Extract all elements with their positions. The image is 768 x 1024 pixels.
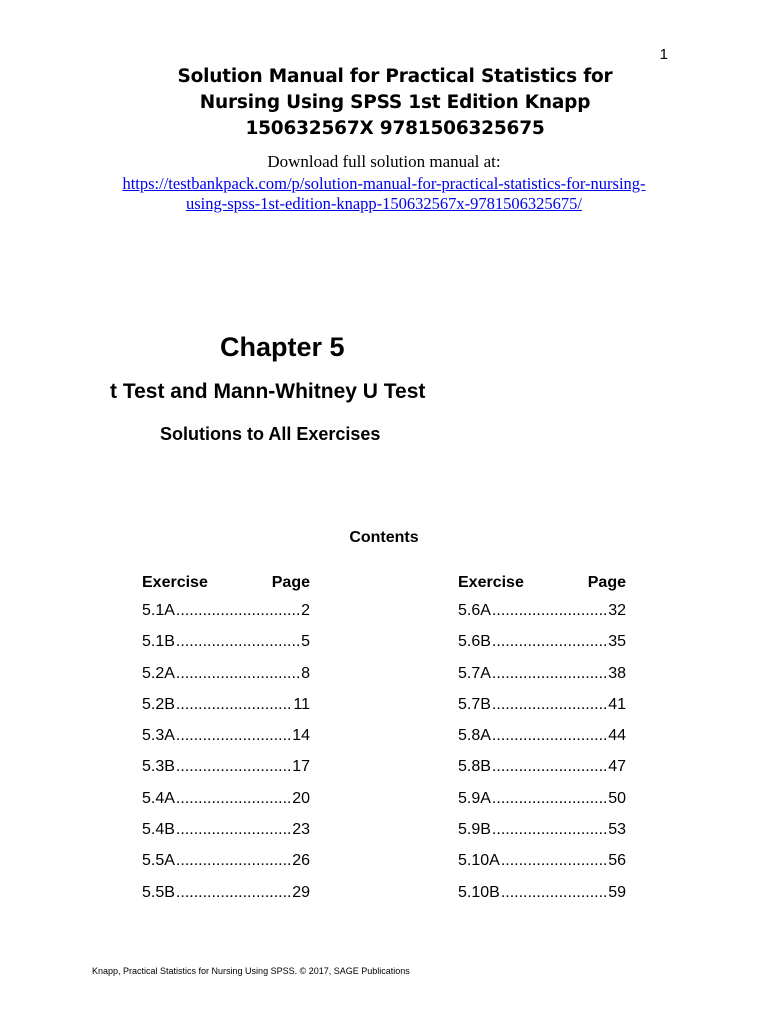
toc-entry-exercise: 5.2B <box>142 695 175 713</box>
toc-header <box>142 574 310 602</box>
download-link[interactable] <box>84 174 684 214</box>
toc-entry-page: 38 <box>608 664 626 682</box>
toc-entry-exercise: 5.8A <box>458 727 491 745</box>
toc-leader-dots <box>492 633 607 651</box>
toc-header-page: Page <box>271 574 310 591</box>
toc-column-right <box>458 574 626 915</box>
link-line: https://testbankpack.com/p/solution-manual-for-practical-statistics-for-nursing- <box>122 174 646 193</box>
toc-leader-dots <box>501 852 607 870</box>
toc-leader-dots <box>176 790 291 808</box>
toc-entry[interactable] <box>458 884 626 915</box>
toc-entry-page: 56 <box>608 852 626 870</box>
toc-leader-dots <box>492 758 607 776</box>
download-text: Download full solution manual at: <box>267 152 501 171</box>
toc-leader-dots <box>176 821 291 839</box>
toc-entry-exercise: 5.4A <box>142 789 175 807</box>
toc-entry-page: 29 <box>292 883 310 901</box>
toc-leader-dots <box>176 884 291 902</box>
toc-leader-dots <box>176 665 300 683</box>
toc-entry-exercise: 5.7A <box>458 664 491 682</box>
toc-entry-exercise: 5.5B <box>142 883 175 901</box>
title-line: Solution Manual for Practical Statistics for <box>177 66 613 87</box>
toc-entry[interactable] <box>458 821 626 852</box>
toc-entry[interactable] <box>142 665 310 696</box>
toc-header <box>458 574 626 602</box>
chapter-subtitle: t Test and Mann-Whitney U Test <box>110 380 426 403</box>
title-line: Nursing Using SPSS 1st Edition Knapp <box>199 92 591 113</box>
toc-entry-page: 20 <box>292 789 310 807</box>
toc-entry-page: 26 <box>292 852 310 870</box>
toc-entry[interactable] <box>458 665 626 696</box>
toc-entry[interactable] <box>142 790 310 821</box>
page-footer: Knapp, Practical Statistics for Nursing Using SPSS. © 2017, SAGE Publications <box>92 966 410 976</box>
toc-entry-page: 50 <box>608 789 626 807</box>
toc-entry[interactable] <box>142 696 310 727</box>
toc-leader-dots <box>176 852 291 870</box>
toc-entry[interactable] <box>458 727 626 758</box>
chapter-title: Chapter 5 <box>220 332 345 362</box>
title-line: 150632567X 9781506325675 <box>245 118 545 139</box>
toc-entry[interactable] <box>458 633 626 664</box>
toc-entry-exercise: 5.1A <box>142 602 175 619</box>
toc-leader-dots <box>176 758 291 776</box>
toc-leader-dots <box>492 790 607 808</box>
toc-entry-exercise: 5.2A <box>142 664 175 682</box>
toc-leader-dots <box>501 884 607 902</box>
toc-entry[interactable] <box>142 633 310 664</box>
toc-entry-page: 23 <box>292 821 310 839</box>
page-number: 1 <box>659 46 668 63</box>
toc-entry[interactable] <box>142 602 310 633</box>
toc-leader-dots <box>176 727 291 745</box>
toc-entry-exercise: 5.3A <box>142 727 175 745</box>
toc-header-exercise: Exercise <box>142 574 208 591</box>
toc-entry-page: 8 <box>301 664 310 682</box>
toc-leader-dots <box>492 665 607 683</box>
toc-entry-page: 14 <box>292 727 310 745</box>
toc-leader-dots <box>492 727 607 745</box>
toc-entry[interactable] <box>458 696 626 727</box>
toc-entry-page: 59 <box>608 883 626 901</box>
toc-entry-page: 5 <box>301 633 310 651</box>
toc-entry-page: 44 <box>608 727 626 745</box>
solutions-heading: Solutions to All Exercises <box>160 424 381 444</box>
toc-entry[interactable] <box>458 852 626 883</box>
toc-header-page: Page <box>587 574 626 591</box>
toc-entry[interactable] <box>142 821 310 852</box>
toc-leader-dots <box>492 696 607 714</box>
document-title <box>100 64 690 142</box>
toc-entry-exercise: 5.9A <box>458 789 491 807</box>
toc-entry-page: 47 <box>608 758 626 776</box>
toc-entry-exercise: 5.6B <box>458 633 491 651</box>
toc-entry-exercise: 5.7B <box>458 695 491 713</box>
toc-entry[interactable] <box>458 758 626 789</box>
toc-entry[interactable] <box>142 852 310 883</box>
toc-leader-dots <box>176 696 292 714</box>
toc-entry-page: 2 <box>301 602 310 619</box>
toc-entry-page: 53 <box>608 821 626 839</box>
toc-leader-dots <box>176 633 300 651</box>
toc-entry-exercise: 5.10A <box>458 852 500 870</box>
toc-entry-exercise: 5.9B <box>458 821 491 839</box>
toc-leader-dots <box>176 602 300 620</box>
toc-leader-dots <box>492 602 607 620</box>
toc-leader-dots <box>492 821 607 839</box>
toc-entry[interactable] <box>142 758 310 789</box>
toc-entry-exercise: 5.8B <box>458 758 491 776</box>
toc-entry-page: 11 <box>293 695 310 713</box>
toc-entry[interactable] <box>142 884 310 915</box>
toc-entry-page: 41 <box>608 695 626 713</box>
toc-entry-exercise: 5.5A <box>142 852 175 870</box>
contents-heading: Contents <box>349 529 419 546</box>
toc-entry[interactable] <box>142 727 310 758</box>
toc-entry[interactable] <box>458 602 626 633</box>
toc-column-left <box>142 574 310 915</box>
toc-entry-exercise: 5.3B <box>142 758 175 776</box>
toc-entry-page: 35 <box>608 633 626 651</box>
link-line: using-spss-1st-edition-knapp-150632567x-9781506325675/ <box>186 194 582 213</box>
toc-header-exercise: Exercise <box>458 574 524 591</box>
toc-entry-exercise: 5.10B <box>458 883 500 901</box>
toc-entry-page: 32 <box>608 602 626 619</box>
toc-entry-exercise: 5.6A <box>458 602 491 619</box>
toc-entry-page: 17 <box>292 758 310 776</box>
toc-entry[interactable] <box>458 790 626 821</box>
toc-entry-exercise: 5.4B <box>142 821 175 839</box>
toc-entry-exercise: 5.1B <box>142 633 175 651</box>
